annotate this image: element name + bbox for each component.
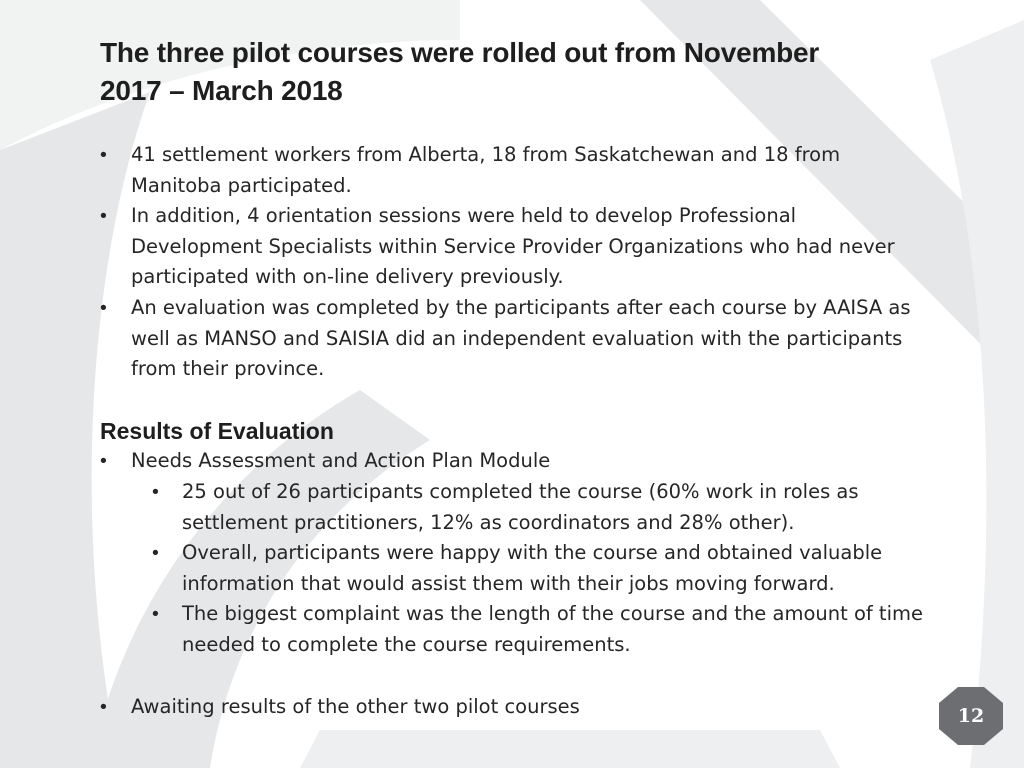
intro-bullet: • 41 settlement workers from Alberta, 18 from Saskatchewan and 18 from Manitoba participated. — [131, 140, 931, 201]
page-number: 12 — [957, 705, 985, 727]
results-sub-bullet: • 25 out of 26 participants completed the course (60% work in roles as settlement practitioners, 12% as coordinators and 28% other). — [182, 477, 942, 538]
results-sub-bullet: • The biggest complaint was the length of the course and the amount of time needed to complete the course requirements. — [182, 599, 942, 660]
closing-bullet-list — [131, 692, 931, 723]
page-number-badge — [938, 686, 1004, 746]
intro-bullet-list — [131, 140, 931, 385]
results-bullet: • Needs Assessment and Action Plan Module — [131, 446, 931, 477]
results-sub-bullet-list — [182, 477, 942, 661]
intro-bullet: • In addition, 4 orientation sessions were held to develop Professional Development Specialists within Service Provider Organizations who had never participated with on-line delivery previously. — [131, 201, 931, 293]
results-bullet-list — [131, 446, 931, 477]
intro-bullet: • An evaluation was completed by the participants after each course by AAISA as well as MANSO and SAISIA did an independent evaluation with the participants from their province. — [131, 293, 931, 385]
closing-bullet: • Awaiting results of the other two pilot courses — [131, 692, 931, 723]
results-sub-bullet: • Overall, participants were happy with the course and obtained valuable information that would assist them with their jobs moving forward. — [182, 538, 942, 599]
slide-title: The three pilot courses were rolled out from November 2017 – March 2018 — [100, 37, 820, 106]
results-heading: Results of Evaluation — [100, 418, 334, 444]
